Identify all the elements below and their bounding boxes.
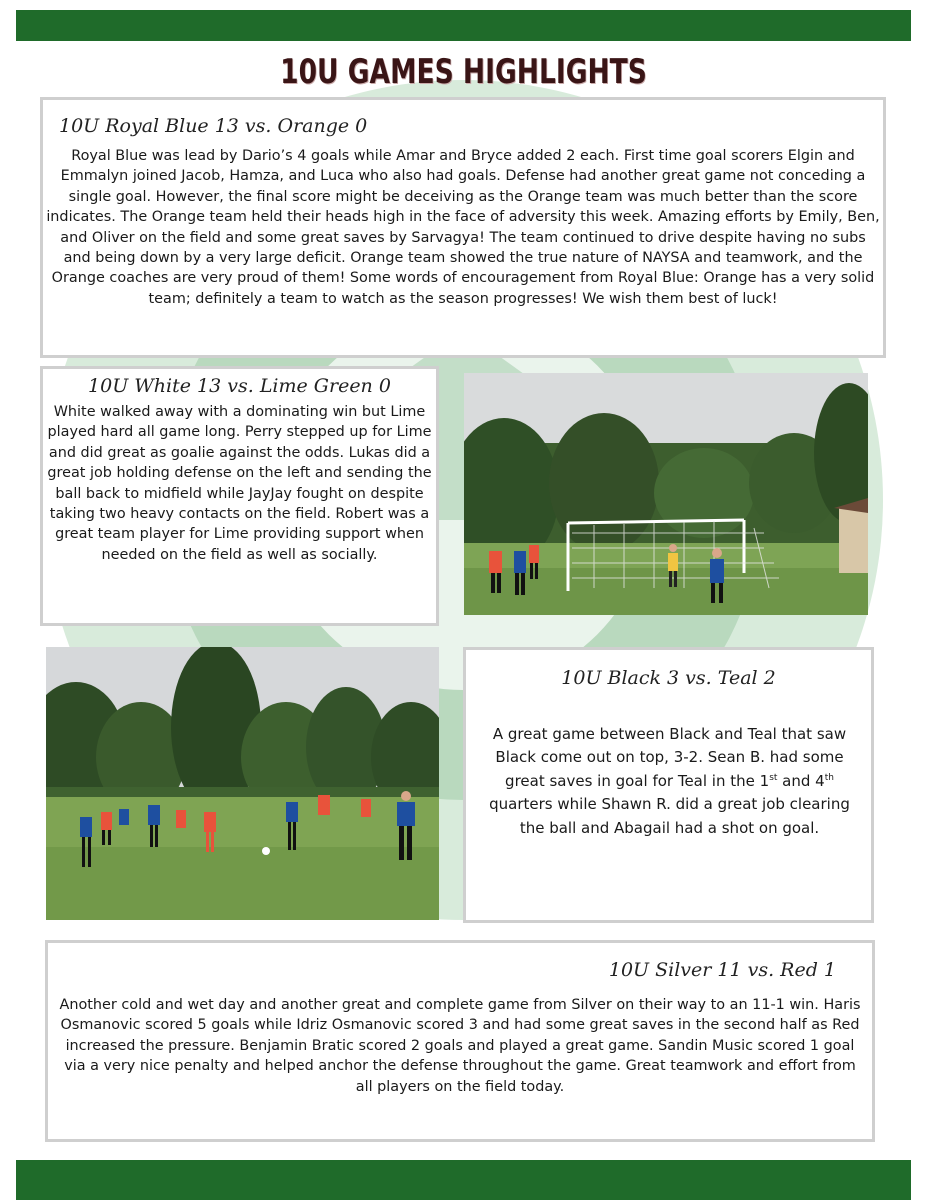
game-card-silver-red [45,940,875,1142]
game-summary: Another cold and wet day and another great and complete game from Silver on their way to an 11-1 win. Haris Osmanovic scored 5 goals while Idriz Osmanovic scored 3 and had some great saves in the second half as Red increased the pressure. Benjamin Bratic scored 2 goals and played a great game. Sandin Music scored 1 goal via a very nice penalty and helped anchor the defense throughout the game. Great teamwork and effort from all players on the field today. [59,997,861,1095]
game-title: 10U Silver 11 vs. Red 1 [608,959,836,981]
page-title: 10U GAMES HIGHLIGHTS [280,52,647,92]
goalmouth-action-photo [464,373,868,615]
game-summary: White walked away with a dominating win but Lime played hard all game long. Perry stepped up for Lime and did great as goalie against the odds. Lukas did a great job holding defense on the left and sending the ball back to midfield while JayJay fought on despite taking two heavy contacts on the field. Robert was a great team player for Lime providing support when needed on the field as well as socially. [47,404,432,563]
game-title: 10U White 13 vs. Lime Green 0 [88,375,391,397]
midfield-play-photo [46,647,439,920]
game-card-royal-blue-orange [40,97,886,358]
game-card-white-lime-green [40,366,439,626]
game-title: 10U Black 3 vs. Teal 2 [561,667,776,689]
game-summary: A great game between Black and Teal that saw Black come out on top, 3-2. Sean B. had some great saves in goal for Teal in the 1st and 4th quarters while Shawn R. did a great job clearing the ball and Abagail had a shot on goal. [489,725,850,837]
game-title: 10U Royal Blue 13 vs. Orange 0 [59,115,368,137]
game-card-black-teal [463,647,874,923]
game-summary: Royal Blue was lead by Dario’s 4 goals while Amar and Bryce added 2 each. First time goal scorers Elgin and Emmalyn joined Jacob, Hamza, and Luca who also had goals. Defense had another great game not conceding a single goal. However, the final score might be deceiving as the Orange team was much better than the score indicates. The Orange team held their heads high in the face of adversity this week. Amazing efforts by Emily, Ben, and Oliver on the field and some great saves by Sarvagya! The team continued to drive despite having no subs and being down by a very large deficit. Orange team showed the true nature of NAYSA and teamwork, and the Orange coaches are very proud of them! Some words of encouragement from Royal Blue: Orange has a very solid team; definitely a team to watch as the season progresses! We wish them best of luck! [46,148,880,307]
